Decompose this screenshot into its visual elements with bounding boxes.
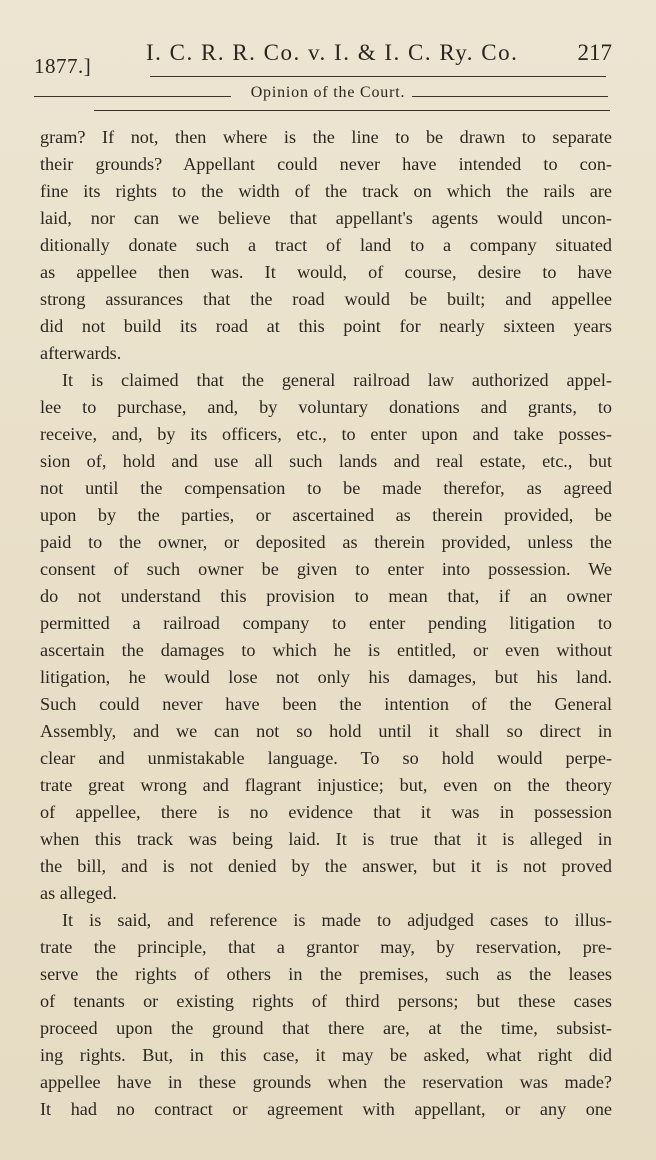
text-line: receive, and, by its officers, etc., to enter upon and take posses- bbox=[40, 424, 612, 444]
text-line: fine its rights to the width of the track on which the rails are bbox=[40, 181, 612, 201]
text-line: litigation, he would lose not only his damages, but his land. bbox=[40, 667, 612, 687]
text-line: of appellee, there is no evidence that it was in possession bbox=[40, 802, 612, 822]
text-line: paid to the owner, or deposited as therein provided, unless the bbox=[40, 532, 612, 552]
text-line: of tenants or existing rights of third persons; but these cases bbox=[40, 991, 612, 1011]
opinion-text bbox=[40, 124, 612, 1123]
text-line: their grounds? Appellant could never have intended to con- bbox=[40, 154, 612, 174]
section-rule-right bbox=[412, 96, 608, 97]
text-line: clear and unmistakable language. To so hold would perpe- bbox=[40, 748, 612, 768]
text-line: gram? If not, then where is the line to be drawn to separate bbox=[40, 127, 612, 147]
text-line: not until the compensation to be made therefor, as agreed bbox=[40, 478, 612, 498]
page-number: 217 bbox=[577, 40, 612, 65]
text-line: trate great wrong and flagrant injustice; but, even on the theory bbox=[40, 775, 612, 795]
text-line: do not understand this provision to mean that, if an owner bbox=[40, 586, 612, 606]
text-line: sion of, hold and use all such lands and real estate, etc., but bbox=[40, 451, 612, 471]
text-line: It had no contract or agreement with appellant, or any one bbox=[40, 1099, 612, 1119]
text-line: serve the rights of others in the premises, such as the leases bbox=[40, 964, 612, 984]
case-title: I. C. R. R. Co. v. I. & I. C. Ry. Co. bbox=[146, 40, 519, 65]
text-line: proceed upon the ground that there are, at the time, subsist- bbox=[40, 1018, 612, 1038]
text-line: upon by the parties, or ascertained as therein provided, be bbox=[40, 505, 612, 525]
text-line: did not build its road at this point for nearly sixteen years bbox=[40, 316, 612, 336]
text-line: afterwards. bbox=[40, 343, 122, 363]
text-line: when this track was being laid. It is true that it is alleged in bbox=[40, 829, 612, 849]
text-line: lee to purchase, and, by voluntary donations and grants, to bbox=[40, 397, 612, 417]
body-rule bbox=[94, 110, 610, 111]
text-line: strong assurances that the road would be built; and appellee bbox=[40, 289, 612, 309]
text-line: trate the principle, that a grantor may, by reservation, pre- bbox=[40, 937, 612, 957]
running-head bbox=[34, 40, 612, 78]
text-line: as alleged. bbox=[40, 883, 117, 903]
text-line: It is said, and reference is made to adjudged cases to illus- bbox=[62, 910, 612, 930]
text-line: It is claimed that the general railroad law authorized appel- bbox=[62, 370, 612, 390]
text-line: Such could never have been the intention of the General bbox=[40, 694, 612, 714]
text-line: appellee have in these grounds when the reservation was made? bbox=[40, 1072, 612, 1092]
text-line: Assembly, and we can not so hold until it shall so direct in bbox=[40, 721, 612, 741]
text-line: ditionally donate such a tract of land to a company situated bbox=[40, 235, 612, 255]
section-heading: Opinion of the Court. bbox=[250, 84, 406, 101]
header-rule bbox=[150, 76, 606, 77]
text-line: ing rights. But, in this case, it may be asked, what right did bbox=[40, 1045, 612, 1065]
text-line: the bill, and is not denied by the answer, but it is not proved bbox=[40, 856, 612, 876]
text-line: ascertain the damages to which he is entitled, or even without bbox=[40, 640, 612, 660]
text-line: permitted a railroad company to enter pending litigation to bbox=[40, 613, 612, 633]
text-line: consent of such owner be given to enter into possession. We bbox=[40, 559, 612, 579]
text-line: laid, nor can we believe that appellant's agents would uncon- bbox=[40, 208, 612, 228]
year-label: 1877.] bbox=[34, 54, 92, 78]
text-line: as appellee then was. It would, of course, desire to have bbox=[40, 262, 612, 282]
